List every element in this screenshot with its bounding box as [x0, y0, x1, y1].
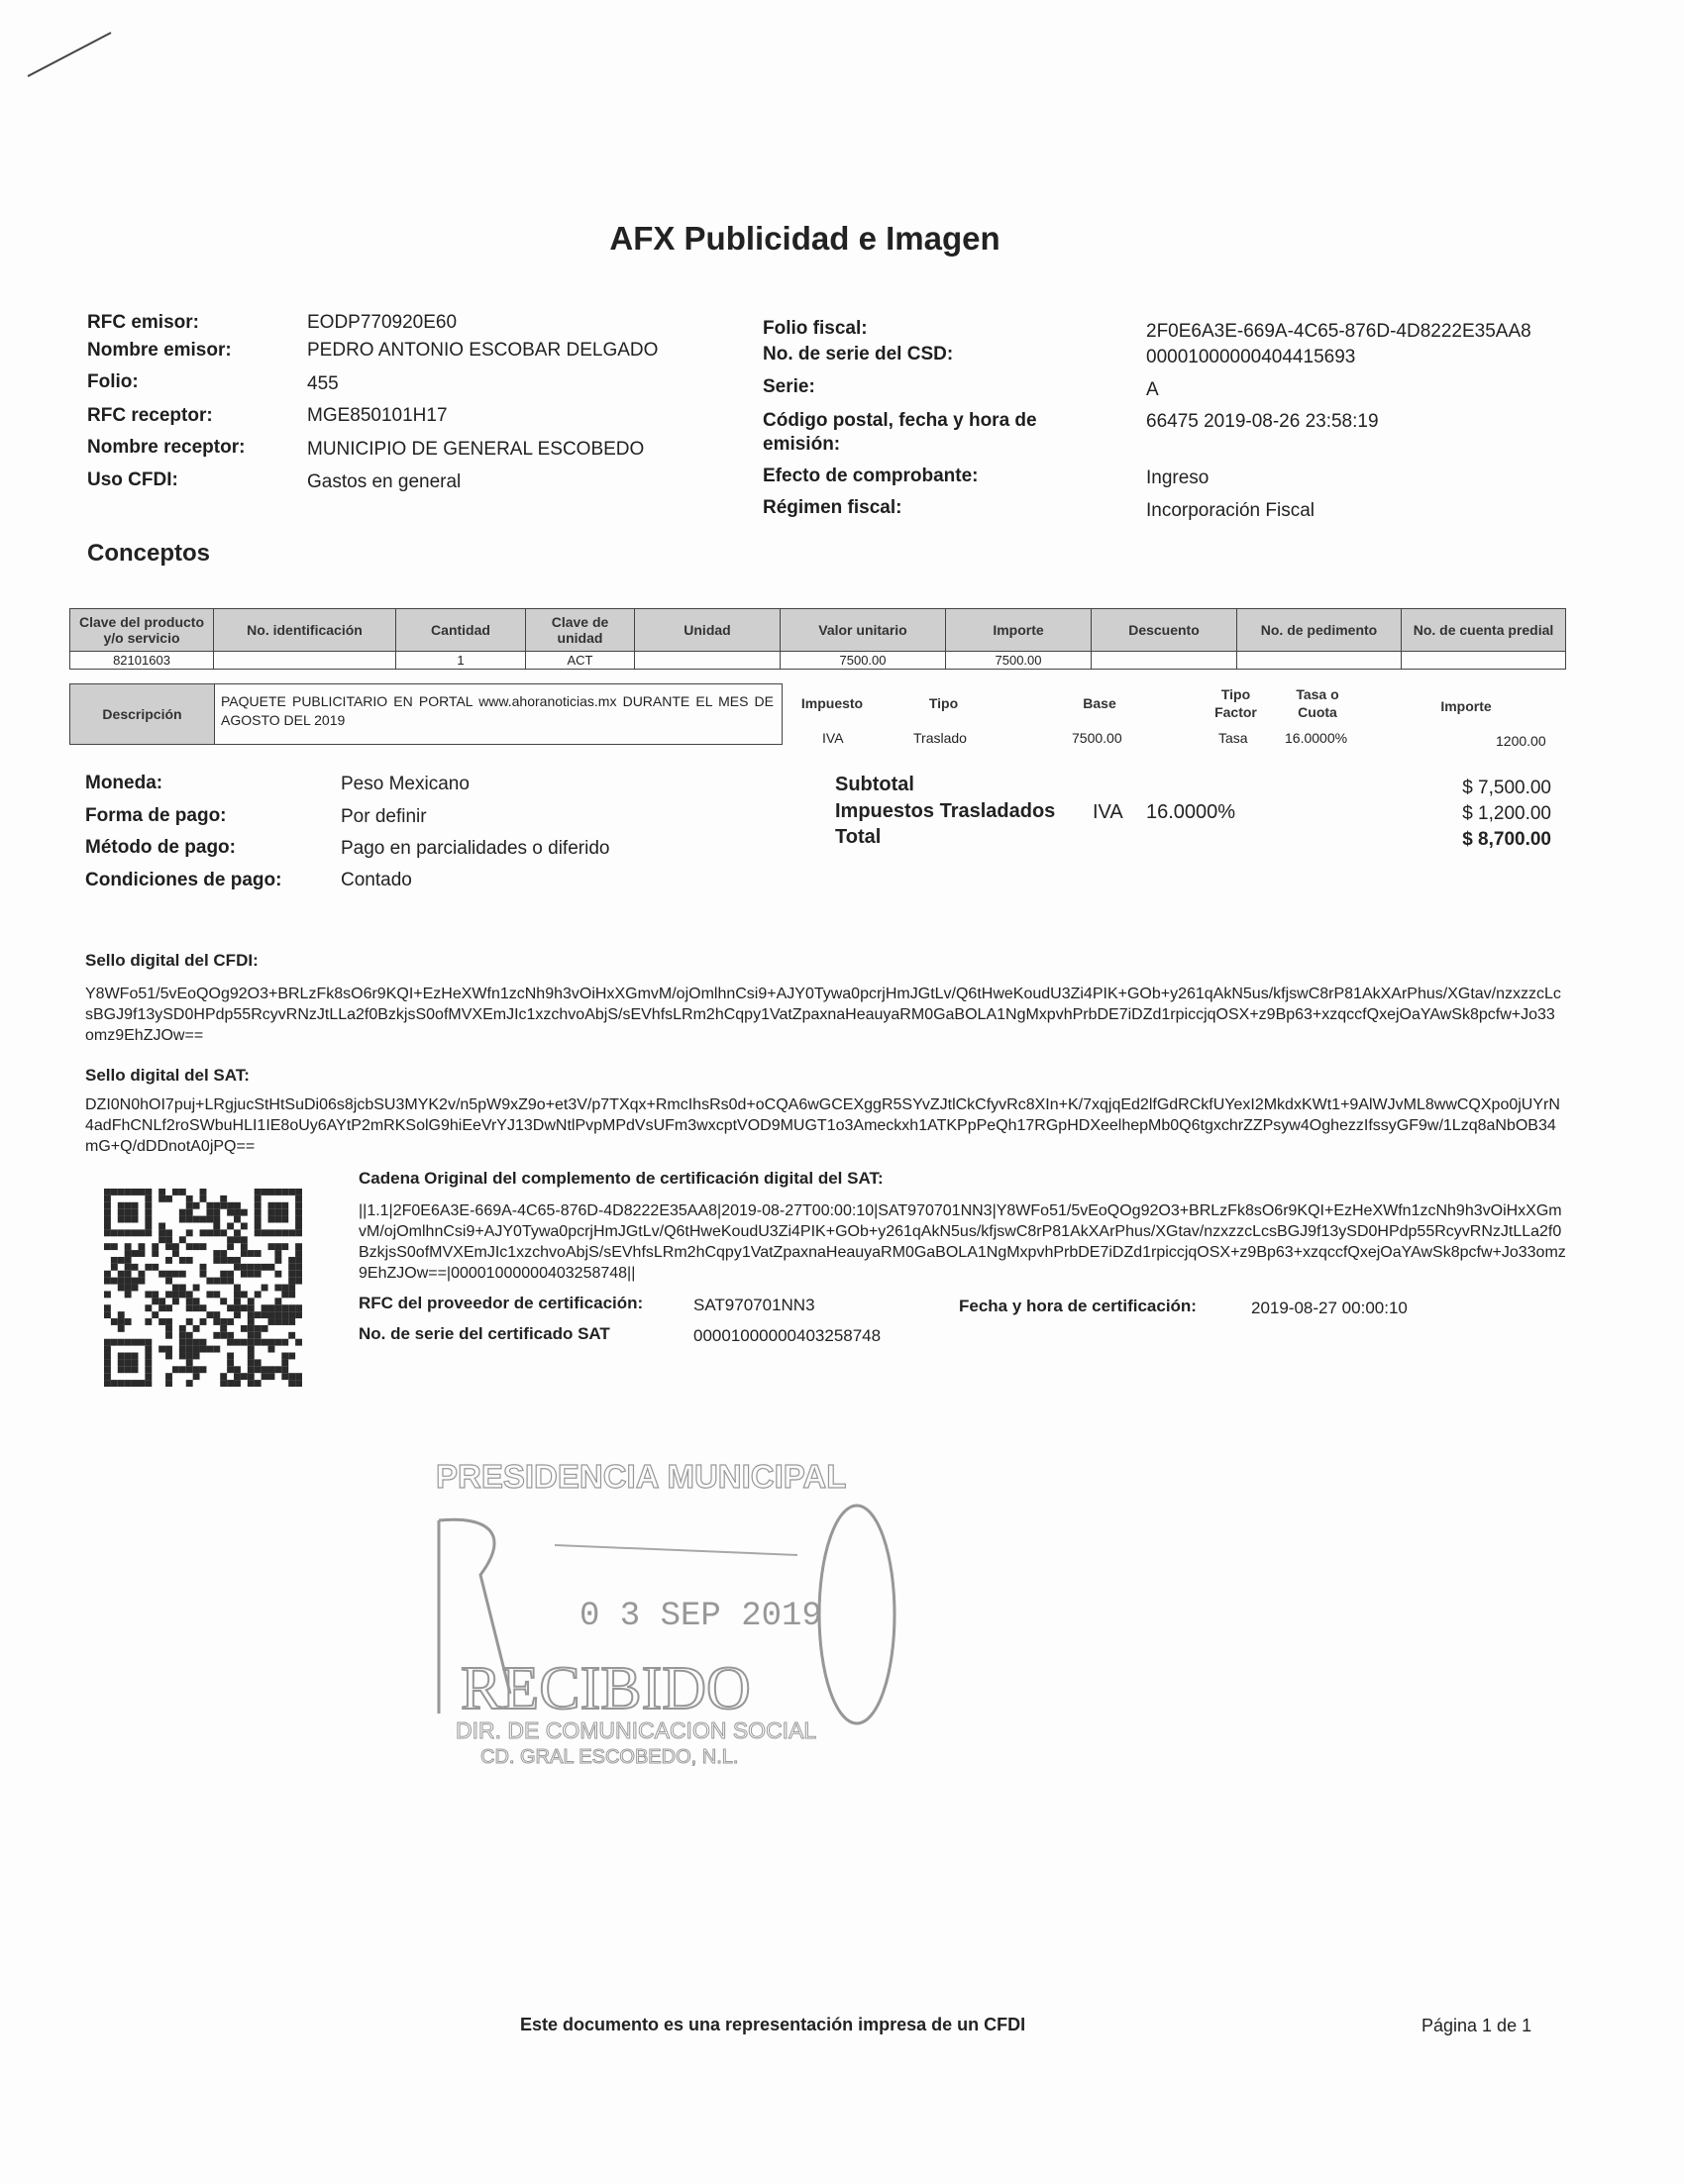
tax-tipo-value: Traslado [913, 730, 967, 746]
tax-tasa-value: 16.0000% [1285, 730, 1348, 746]
tax-tasa-header-1: Tasa o [1296, 686, 1339, 702]
col-unidad: Unidad [635, 609, 781, 652]
col-valor-unitario: Valor unitario [781, 609, 946, 652]
total-value: $ 8,700.00 [1462, 829, 1551, 850]
forma-pago-value: Por definir [341, 806, 427, 827]
cp-fecha-label-2: emisión: [763, 434, 841, 455]
serie-cert-label: No. de serie del certificado SAT [359, 1324, 610, 1343]
tax-tipo-factor-header [1199, 685, 1273, 721]
sello-sat-label: Sello digital del SAT: [85, 1066, 250, 1085]
rfc-emisor-label: RFC emisor: [87, 312, 199, 333]
efecto-label: Efecto de comprobante: [763, 466, 979, 486]
fecha-cert-label: Fecha y hora de certificación: [959, 1297, 1197, 1315]
condiciones-label: Condiciones de pago: [85, 870, 282, 890]
nombre-receptor-value: MUNICIPIO DE GENERAL ESCOBEDO [307, 439, 645, 460]
sello-sat-value: DZI0N0hOI7puj+LRgjucStHtSuDi06s8jcbSU3MYK2v/n5pW9xZ9o+et3V/p7TXqx+RmcIhsRs0d+oCQA6wGCEXggR5SYvZJtlCkCfyvRc8XIn+K/7xqjqEd2lfGdRCkfUYexI2MkdxKWt1+9AlWJvML8wwCQXpo0jUYrN4adFhCNLf2roSWbuHLI1IE8oUy6AYtP2mRKSolG9hiEeVrYJ13DwNtlPvpMPdVsUFm3wxcptVOD9MUGT1o3Ameckxh1ATKPpPeQh17RGpHDXeelhepMb0Q6tgxchrZZPsyw4OghezzIfssyGF9w/1Lzq8aNbOB34mG+Q/dDDnotA0jPQ== [85, 1096, 1560, 1155]
tax-tasa-header [1278, 685, 1357, 721]
tax-tasa-header-2: Cuota [1298, 704, 1337, 720]
total-label: Total [835, 826, 882, 848]
cp-fecha-value: 66475 2019-08-26 23:58:19 [1146, 411, 1379, 432]
sello-cfdi-label: Sello digital del CFDI: [85, 951, 259, 970]
folio-value: 455 [307, 373, 339, 394]
csd-value: 00001000000404415693 [1146, 347, 1356, 367]
folio-label: Folio: [87, 371, 139, 392]
conceptos-header-row [70, 609, 1566, 652]
metodo-pago-label: Método de pago: [85, 837, 236, 858]
col-no-identificacion: No. identificación [214, 609, 396, 652]
col-clave-producto: Clave del producto y/o servicio [70, 609, 214, 652]
table-row [70, 652, 1566, 670]
serie-cert-value: 00001000000403258748 [693, 1326, 882, 1345]
stamp-line2: CD. GRAL ESCOBEDO, N.L. [480, 1746, 739, 1768]
rfc-receptor-value: MGE850101H17 [307, 405, 448, 426]
tax-importe-value: 1200.00 [1496, 733, 1546, 749]
serie-label: Serie: [763, 376, 815, 397]
tax-tipo-factor-value: Tasa [1218, 730, 1248, 746]
tax-base-value: 7500.00 [1072, 730, 1122, 746]
folio-fiscal-label: Folio fiscal: [763, 318, 868, 339]
description-box [69, 683, 783, 745]
tax-impuesto-value: IVA [822, 730, 844, 746]
cell-clave-unidad: ACT [526, 652, 635, 670]
csd-label: No. de serie del CSD: [763, 344, 954, 364]
tax-importe-header: Importe [1440, 698, 1492, 714]
impuestos-label: Impuestos Trasladados [835, 800, 1056, 822]
recibido-stamp [421, 1446, 916, 1783]
serie-value: A [1146, 379, 1159, 400]
cell-no-identificacion [214, 652, 396, 670]
col-pedimento: No. de pedimento [1237, 609, 1402, 652]
conceptos-heading: Conceptos [87, 540, 211, 567]
metodo-pago-value: Pago en parcialidades o diferido [341, 838, 610, 859]
cadena-label: Cadena Original del complemento de certificación digital del SAT: [359, 1169, 884, 1188]
col-cantidad: Cantidad [396, 609, 526, 652]
cell-pedimento [1237, 652, 1402, 670]
subtotal-label: Subtotal [835, 774, 914, 795]
page-number: Página 1 de 1 [1421, 2016, 1532, 2035]
cell-descuento [1092, 652, 1237, 670]
cell-valor-unitario: 7500.00 [781, 652, 946, 670]
nombre-receptor-label: Nombre receptor: [87, 437, 246, 458]
nombre-emisor-label: Nombre emisor: [87, 340, 232, 361]
cadena-value: ||1.1|2F0E6A3E-669A-4C65-876D-4D8222E35AA8|2019-08-27T00:00:10|SAT970701NN3|Y8WFo51/5vEoQOg92O3+BRLzFk8sO6r9KQI+EzHeXWfn1zcNh9h3vOiHxXGmvM/ojOmlhnCsi9+AJY0Tywa0pcrjHmJGtLv/Q6tHweKoudU3Zi4PIK+GOb+y261qAkN5us/kfjswC8rP81AkXArPhus/XGtav/nzxzzcLcsBGJ9f13ySD0HPdp55RcyvRNzJtLLa2f0BzkjsS0ofMVXEmJIc1xzchvoAbjS/sEVhfsLRm2hCqpy1VatZpaxnaHeauyaRM0GaBOLA1NgMxpvhPrbDE7iDZd1rpiccjqOSX+z9Bp63+xzqccfQxejOaYAwSk8pcfw+Jo33omz9EhZJOw==|00001000000403258748|| [359, 1202, 1566, 1282]
subtotal-value: $ 7,500.00 [1462, 778, 1551, 798]
folio-fiscal-value: 2F0E6A3E-669A-4C65-876D-4D8222E35AA8 [1146, 321, 1531, 342]
fecha-cert-value: 2019-08-27 00:00:10 [1251, 1299, 1408, 1317]
cell-cuenta-predial [1402, 652, 1566, 670]
forma-pago-label: Forma de pago: [85, 805, 227, 826]
page-title: AFX Publicidad e Imagen [609, 220, 1000, 257]
tax-base-header: Base [1083, 695, 1116, 711]
pen-mark [20, 25, 119, 84]
stamp-date: 0 3 SEP 2019 [579, 1598, 822, 1635]
efecto-value: Ingreso [1146, 468, 1210, 488]
cell-unidad [635, 652, 781, 670]
condiciones-value: Contado [341, 870, 412, 890]
cell-clave-producto: 82101603 [70, 652, 214, 670]
stamp-word: RECIBIDO [461, 1655, 751, 1722]
rfc-proveedor-value: SAT970701NN3 [693, 1296, 815, 1314]
cp-fecha-label: Código postal, fecha y hora de [763, 410, 1037, 431]
impuestos-value: $ 1,200.00 [1462, 803, 1551, 824]
tax-impuesto-header: Impuesto [800, 695, 864, 711]
stamp-line1: DIR. DE COMUNICACION SOCIAL [456, 1717, 817, 1743]
moneda-label: Moneda: [85, 773, 163, 793]
rfc-receptor-label: RFC receptor: [87, 405, 213, 426]
description-text: PAQUETE PUBLICITARIO EN PORTAL www.ahoranoticias.mx DURANTE EL MES DE AGOSTO DEL 2019 [221, 693, 774, 728]
col-cuenta-predial: No. de cuenta predial [1402, 609, 1566, 652]
qr-code-icon [104, 1189, 302, 1387]
regimen-label: Régimen fiscal: [763, 497, 902, 518]
nombre-emisor-value: PEDRO ANTONIO ESCOBAR DELGADO [307, 340, 659, 361]
col-descuento: Descuento [1092, 609, 1237, 652]
uso-cfdi-label: Uso CFDI: [87, 469, 178, 490]
stamp-graphic [421, 1446, 916, 1783]
stamp-top-text: PRESIDENCIA MUNICIPAL [436, 1458, 847, 1495]
tax-tipo-factor-header-2: Factor [1214, 704, 1257, 720]
regimen-value: Incorporación Fiscal [1146, 500, 1316, 521]
tax-tipo-header: Tipo [928, 695, 959, 711]
impuestos-tipo: IVA [1093, 801, 1123, 823]
uso-cfdi-value: Gastos en general [307, 471, 462, 492]
description-label: Descripción [70, 684, 215, 744]
rfc-emisor-value: EODP770920E60 [307, 312, 458, 333]
cell-cantidad: 1 [396, 652, 526, 670]
sello-cfdi-value: Y8WFo51/5vEoQOg92O3+BRLzFk8sO6r9KQI+EzHeXWfn1zcNh9h3vOiHxXGmvM/ojOmlhnCsi9+AJY0Tywa0pcrjHmJGtLv/Q6tHweKoudU3Zi4PIK+GOb+y261qAkN5us/kfjswC8rP81AkXArPhus/XGtav/nzxzzcLcsBGJ9f13ySD0HPdp55RcyvRNzJtLLa2f0BzkjsS0ofMVXEmJIc1xzchvoAbjS/sEVhfsLRm2hCqpy1VatZpaxnaHeauyaRM0GaBOLA1NgMxpvhPrbDE7iDZd1rpiccjqOSX+z9Bp63+xzqccfQxejOaYAwSk8pcfw+Jo33omz9EhZJOw== [85, 986, 1561, 1044]
footer-note: Este documento es una representación impresa de un CFDI [520, 2015, 1026, 2034]
tax-tipo-factor-header-1: Tipo [1220, 686, 1251, 702]
cell-importe: 7500.00 [946, 652, 1092, 670]
impuestos-tasa: 16.0000% [1146, 801, 1236, 823]
rfc-proveedor-label: RFC del proveedor de certificación: [359, 1294, 644, 1312]
conceptos-table [69, 608, 1566, 670]
col-importe: Importe [946, 609, 1092, 652]
moneda-value: Peso Mexicano [341, 774, 470, 794]
col-clave-unidad: Clave de unidad [526, 609, 635, 652]
